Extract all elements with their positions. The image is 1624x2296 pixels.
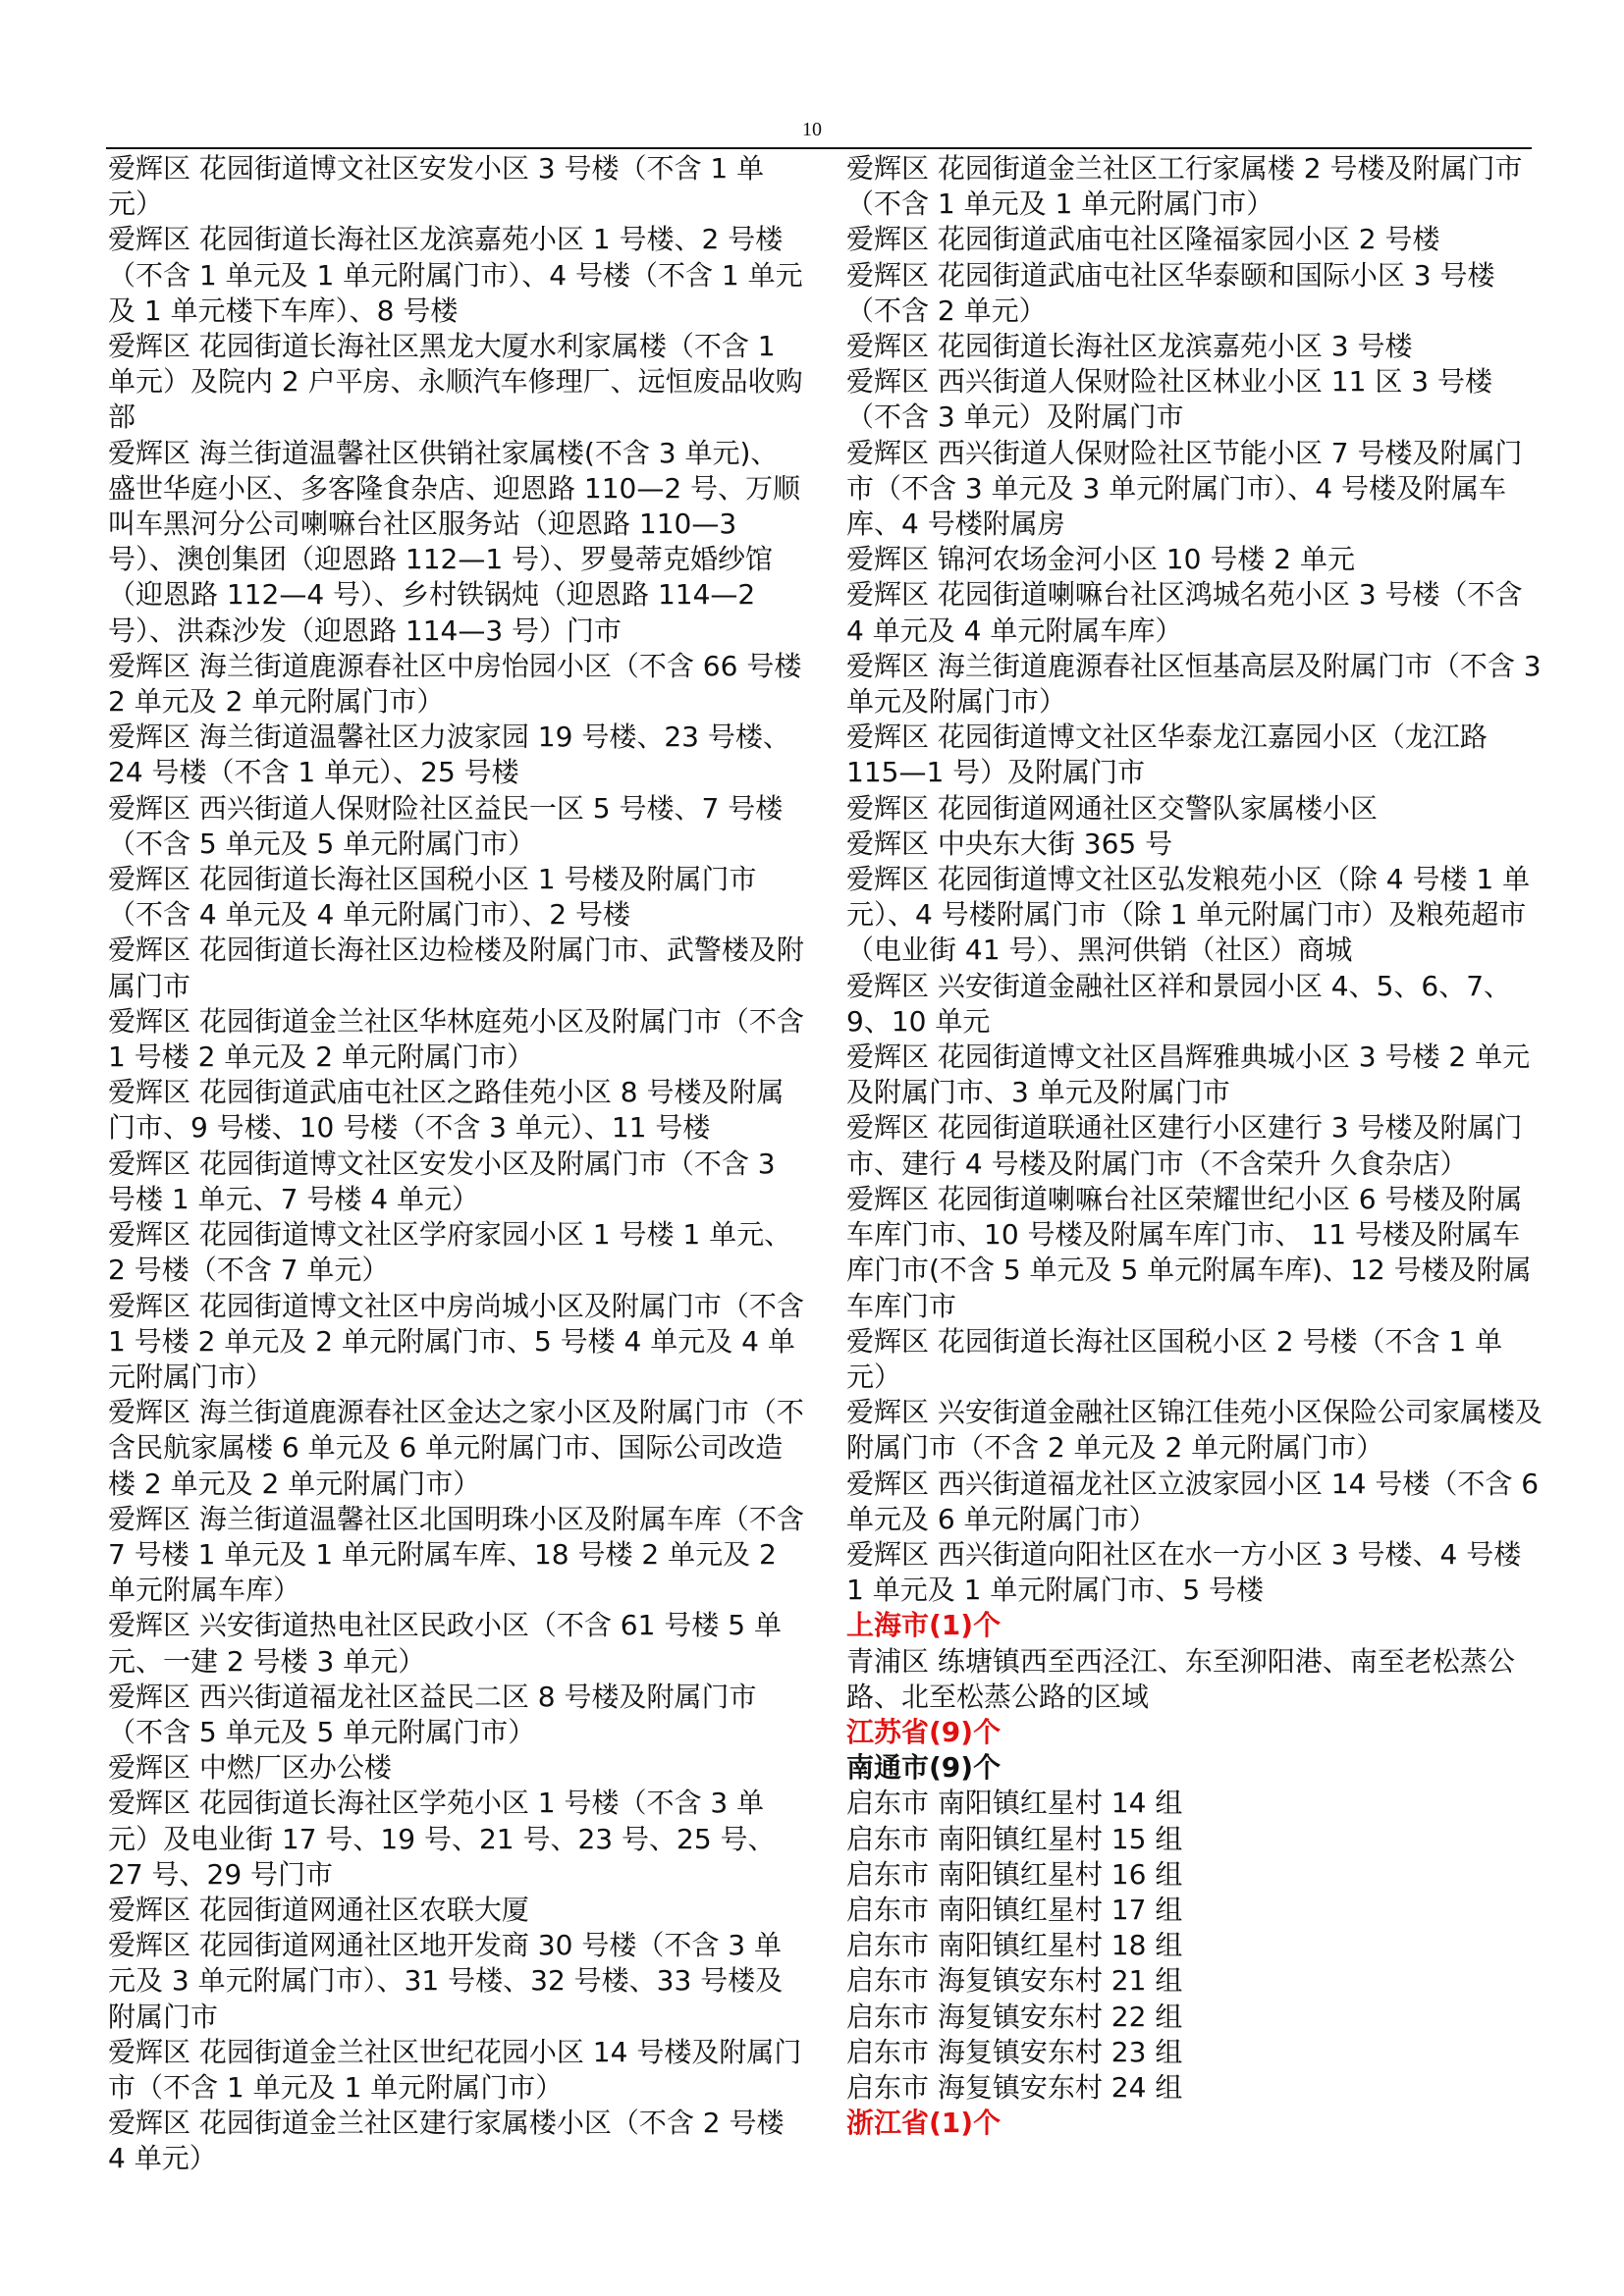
area-entry: 爱辉区 兴安街道热电社区民政小区（不含 61 号楼 5 单元、一建 2 号楼 3 单元） <box>108 1609 782 1678</box>
area-entry: 爱辉区 兴安街道金融社区锦江佳苑小区保险公司家属楼及附属门市（不含 2 单元及 2 单元附属门市） <box>846 1396 1543 1465</box>
header-rule <box>106 147 1532 149</box>
area-entry: 爱辉区 西兴街道福龙社区益民二区 8 号楼及附属门市（不含 5 单元及 5 单元附属门市） <box>108 1680 757 1748</box>
right-column <box>846 151 1543 2141</box>
area-entry: 爱辉区 海兰街道鹿源春社区金达之家小区及附属门市（不含民航家属楼 6 单元及 6 单元附属门市、国际公司改造楼 2 单元及 2 单元附属门市） <box>108 1396 804 1500</box>
area-entry: 爱辉区 海兰街道温馨社区北国明珠小区及附属车库（不含 7 号楼 1 单元及 1 单元附属车库、18 号楼 2 单元及 2 单元附属车库） <box>108 1502 804 1607</box>
area-entry: 爱辉区 西兴街道福龙社区立波家园小区 14 号楼（不含 6 单元及 6 单元附属门市） <box>846 1467 1540 1535</box>
area-entry: 爱辉区 西兴街道向阳社区在水一方小区 3 号楼、4 号楼 1 单元及 1 单元附属门市、5 号楼 <box>846 1537 1522 1607</box>
area-entry: 爱辉区 西兴街道人保财险社区节能小区 7 号楼及附属门市（不含 3 单元及 3 单元附属门市）、4 号楼及附属车库、4 号楼附属房 <box>846 436 1523 541</box>
area-entry: 爱辉区 花园街道长海社区国税小区 2 号楼（不含 1 单元） <box>846 1324 1503 1393</box>
area-entry: 爱辉区 花园街道长海社区黑龙大厦水利家属楼（不含 1 单元）及院内 2 户平房、永顺汽车修理厂、远恒废品收购部 <box>108 330 803 434</box>
area-entry: 爱辉区 中央东大街 365 号 <box>846 827 1173 860</box>
area-entry: 爱辉区 海兰街道鹿源春社区中房怡园小区（不含 66 号楼 2 单元及 2 单元附属门市） <box>108 649 802 719</box>
area-entry: 爱辉区 花园街道长海社区龙滨嘉苑小区 1 号楼、2 号楼（不含 1 单元及 1 单元附属门市）、4 号楼（不含 1 单元及 1 单元楼下车库）、8 号楼 <box>108 223 803 327</box>
area-entry: 爱辉区 花园街道金兰社区世纪花园小区 14 号楼及附属门市（不含 1 单元及 1 单元附属门市） <box>108 2035 802 2104</box>
area-entry: 爱辉区 锦河农场金河小区 10 号楼 2 单元 <box>846 543 1355 576</box>
area-entry: 爱辉区 花园街道博文社区安发小区及附属门市（不含 3 号楼 1 单元、7 号楼 4 单元） <box>108 1147 776 1215</box>
area-entry: 爱辉区 花园街道喇嘛台社区荣耀世纪小区 6 号楼及附属车库门市、10 号楼及附属车库门市、 11 号楼及附属车库门市(不含 5 单元及 5 单元附属车库)、12 号楼及附属车库门市 <box>846 1182 1532 1322</box>
area-entry: 爱辉区 花园街道博文社区弘发粮苑小区（除 4 号楼 1 单元）、4 号楼附属门市（除 1 单元附属门市）及粮苑超市（电业街 41 号）、黑河供销（社区）商城 <box>846 863 1531 967</box>
area-entry: 爱辉区 花园街道长海社区国税小区 1 号楼及附属门市（不含 4 单元及 4 单元附属门市）、2 号楼 <box>108 863 757 932</box>
area-entry: 启东市 海复镇安东村 21 组 <box>846 1964 1183 1998</box>
area-entry: 爱辉区 花园街道网通社区农联大厦 <box>108 1893 529 1926</box>
area-entry: 爱辉区 花园街道长海社区龙滨嘉苑小区 3 号楼 <box>846 330 1413 363</box>
province-heading: 上海市(1)个 <box>846 1609 1001 1642</box>
area-entry: 爱辉区 兴安街道金融社区祥和景园小区 4、5、6、7、9、10 单元 <box>846 969 1512 1038</box>
area-entry: 爱辉区 海兰街道鹿源春社区恒基高层及附属门市（不含 3 单元及附属门市） <box>846 649 1542 719</box>
area-entry: 爱辉区 中燃厂区办公楼 <box>108 1751 392 1785</box>
left-column <box>108 151 805 2177</box>
area-entry: 启东市 南阳镇红星村 14 组 <box>846 1787 1183 1820</box>
city-heading: 南通市(9)个 <box>846 1751 1001 1785</box>
area-entry: 爱辉区 花园街道博文社区学府家园小区 1 号楼 1 单元、2 号楼（不含 7 单元） <box>108 1218 792 1287</box>
province-heading: 江苏省(9)个 <box>846 1715 1001 1748</box>
area-entry: 启东市 南阳镇红星村 17 组 <box>846 1893 1183 1926</box>
area-entry: 爱辉区 海兰街道温馨社区力波家园 19 号楼、23 号楼、24 号楼（不含 1 单元）、25 号楼 <box>108 721 790 789</box>
page-number: 10 <box>802 119 822 140</box>
area-entry: 爱辉区 花园街道金兰社区建行家属楼小区（不含 2 号楼 4 单元） <box>108 2107 785 2175</box>
area-entry: 青浦区 练塘镇西至西泾江、东至泖阳港、南至老松蒸公路、北至松蒸公路的区域 <box>846 1644 1515 1713</box>
area-entry: 爱辉区 花园街道网通社区交警队家属楼小区 <box>846 791 1378 825</box>
area-entry: 启东市 海复镇安东村 22 组 <box>846 2000 1183 2033</box>
area-entry: 爱辉区 花园街道联通社区建行小区建行 3 号楼及附属门市、建行 4 号楼及附属门市（不含荣升 久食杂店） <box>846 1111 1523 1180</box>
area-entry: 爱辉区 花园街道武庙屯社区隆福家园小区 2 号楼 <box>846 223 1440 256</box>
area-entry: 爱辉区 花园街道博文社区华泰龙江嘉园小区（龙江路 115—1 号）及附属门市 <box>846 721 1488 789</box>
area-entry: 爱辉区 花园街道金兰社区华林庭苑小区及附属门市（不含 1 号楼 2 单元及 2 单元附属门市） <box>108 1004 804 1074</box>
area-entry: 爱辉区 花园街道金兰社区工行家属楼 2 号楼及附属门市（不含 1 单元及 1 单元附属门市） <box>846 152 1523 221</box>
area-entry: 爱辉区 花园街道博文社区中房尚城小区及附属门市（不含 1 号楼 2 单元及 2 单元附属门市、5 号楼 4 单元及 4 单元附属门市） <box>108 1289 804 1393</box>
area-entry: 启东市 南阳镇红星村 18 组 <box>846 1929 1183 1962</box>
area-entry: 爱辉区 花园街道博文社区昌辉雅典城小区 3 号楼 2 单元及附属门市、3 单元及附属门市 <box>846 1041 1531 1109</box>
area-entry: 爱辉区 西兴街道人保财险社区林业小区 11 区 3 号楼（不含 3 单元）及附属门市 <box>846 365 1492 434</box>
area-entry: 爱辉区 花园街道网通社区地开发商 30 号楼（不含 3 单元及 3 单元附属门市）、31 号楼、32 号楼、33 号楼及附属门市 <box>108 1929 784 2033</box>
area-entry: 爱辉区 花园街道喇嘛台社区鸿城名苑小区 3 号楼（不含 4 单元及 4 单元附属车库） <box>846 578 1523 647</box>
area-entry: 启东市 南阳镇红星村 15 组 <box>846 1822 1183 1855</box>
area-entry: 爱辉区 花园街道武庙屯社区之路佳苑小区 8 号楼及附属门市、9 号楼、10 号楼（不含 3 单元）、11 号楼 <box>108 1076 785 1145</box>
area-entry: 爱辉区 海兰街道温馨社区供销社家属楼(不含 3 单元)、盛世华庭小区、多客隆食杂店、迎恩路 110—2 号、万顺叫车黑河分公司喇嘛台社区服务站（迎恩路 110—3 号）、澳创集团（迎恩路 112—1 号）、罗曼蒂克婚纱馆（迎恩路 112—4 号）、乡村铁锅炖（迎恩路 114—2 号）、洪森沙发（迎恩路 114—3 号）门市 <box>108 436 801 647</box>
area-entry: 启东市 南阳镇红星村 16 组 <box>846 1857 1183 1891</box>
area-entry: 启东市 海复镇安东村 24 组 <box>846 2070 1183 2104</box>
area-entry: 爱辉区 花园街道长海社区边检楼及附属门市、武警楼及附属门市 <box>108 934 804 1002</box>
area-entry: 启东市 海复镇安东村 23 组 <box>846 2035 1183 2068</box>
province-heading: 浙江省(1)个 <box>846 2107 1001 2140</box>
area-entry: 爱辉区 花园街道武庙屯社区华泰颐和国际小区 3 号楼（不含 2 单元） <box>846 258 1495 327</box>
area-entry: 爱辉区 花园街道长海社区学苑小区 1 号楼（不含 3 单元）及电业街 17 号、19 号、21 号、23 号、25 号、27 号、29 号门市 <box>108 1787 776 1891</box>
area-entry: 爱辉区 西兴街道人保财险社区益民一区 5 号楼、7 号楼（不含 5 单元及 5 单元附属门市） <box>108 791 784 860</box>
area-entry: 爱辉区 花园街道博文社区安发小区 3 号楼（不含 1 单元） <box>108 152 765 221</box>
